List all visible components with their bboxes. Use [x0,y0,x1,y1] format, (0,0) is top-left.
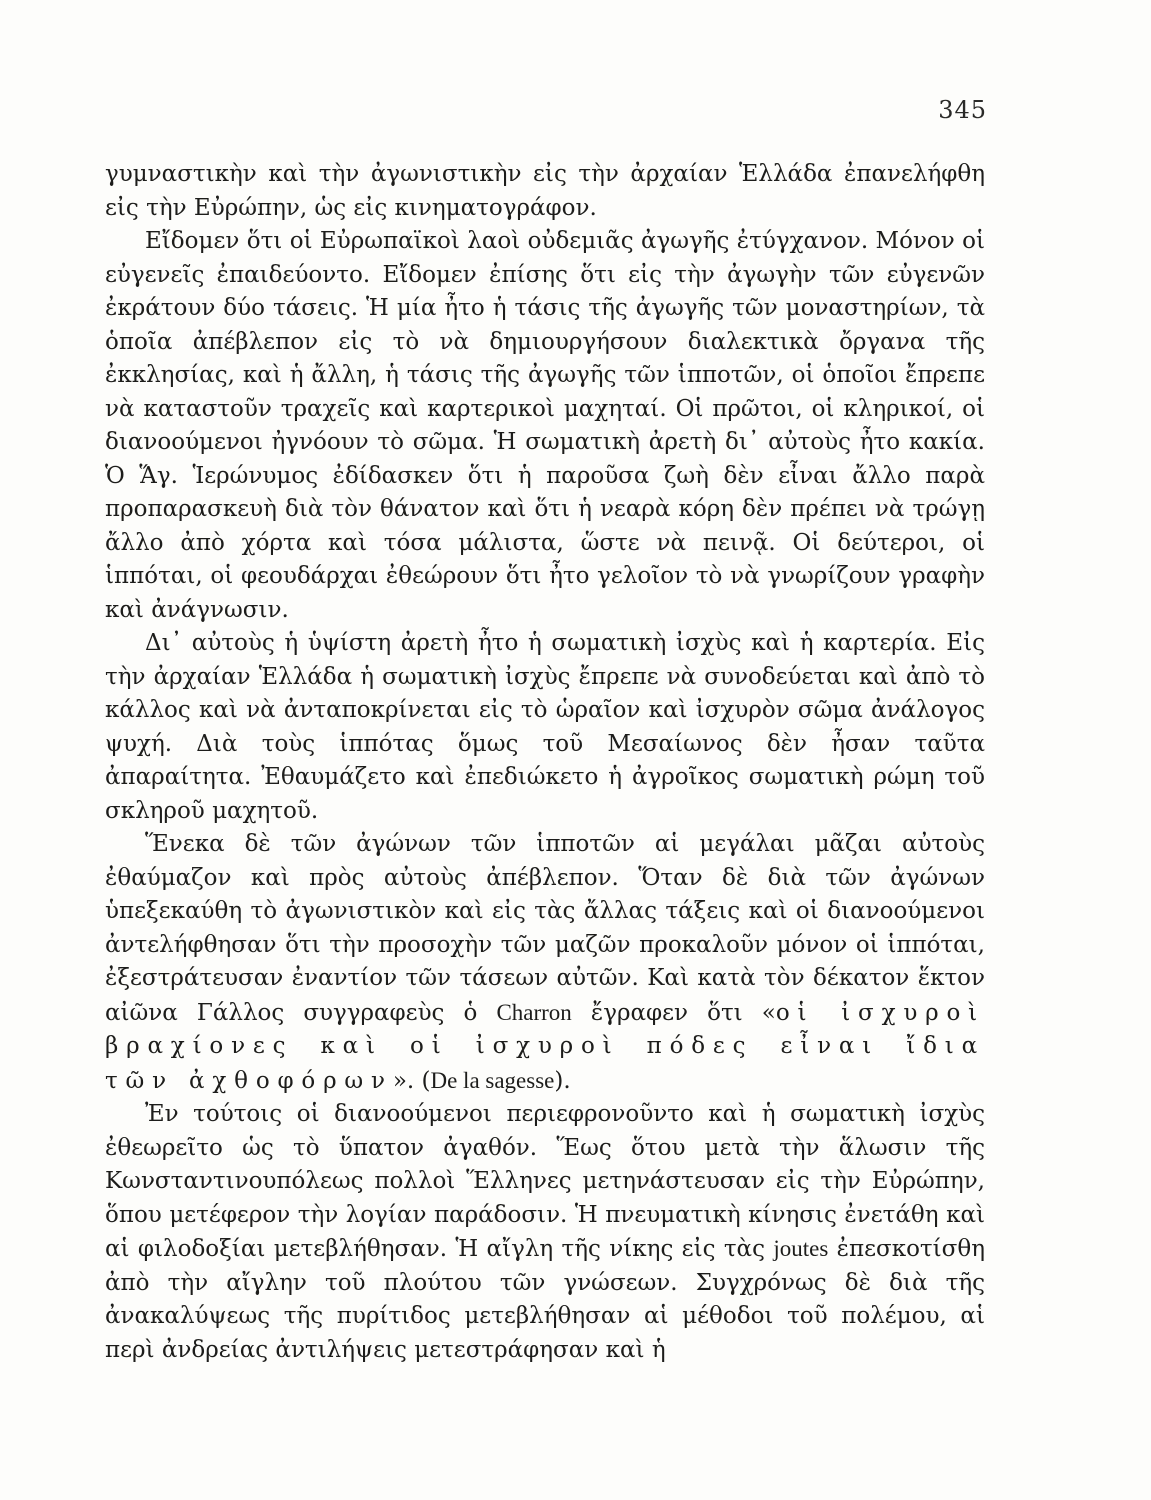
text-run: γυμναστικὴν καὶ τὴν ἀγωνιστικὴν εἰς τὴν ἀρχαίαν Ἑλλάδα ἐπανελήφθη εἰς τὴν Εὐρώπην, ὡς εἰς κινηματογράφον. [105,161,985,221]
latin-term: Charron [496,999,572,1025]
paragraph [105,225,985,627]
page-number: 345 [938,96,987,124]
text-run: ἔγραφεν ὅτι « [571,999,776,1026]
paragraph [105,828,985,1098]
text-run: Ἐν τούτοις οἱ διανοούμενοι περιεφρονοῦντο καὶ ἡ σωματικὴ ἰσχὺς ἐθεωρεῖτο ὡς τὸ ὕπατον ἀγαθόν. Ἕως ὅτου μετὰ τὴν ἅλωσιν τῆς Κωνσταντινουπόλεως πολλοὶ Ἕλληνες μετηνάστευσαν εἰς τὴν Εὐρώπην, ὅπου μετέφερον τὴν λογίαν παράδοσιν. Ἡ πνευματικὴ κίνησις ἐνετάθη καὶ αἱ φιλοδοξίαι μετεβλήθησαν. Ἡ αἴγλη τῆς νίκης εἰς τὰς [105,1101,985,1262]
text-run: Δι᾽ αὐτοὺς ἡ ὑψίστη ἀρετὴ ἦτο ἡ σωματικὴ ἰσχὺς καὶ ἡ καρτερία. Εἰς τὴν ἀρχαίαν Ἑλλάδα ἡ σωματικὴ ἰσχὺς ἔπρεπε νὰ συνοδεύεται καὶ ἀπὸ τὸ κάλλος καὶ νὰ ἀνταποκρίνεται εἰς τὸ ὡραῖον καὶ ἰσχυρὸν σῶμα ἀνάλογος ψυχή. Διὰ τοὺς ἱππότας ὅμως τοῦ Μεσαίωνος δὲν ἦσαν ταῦτα ἀπαραίτητα. Ἐθαυμάζετο καὶ ἐπεδιώκετο ἡ ἀγροῖκος σωματικὴ ρώμη τοῦ σκληροῦ μαχητοῦ. [105,630,985,824]
latin-term: joutes [773,1236,829,1261]
text-run: ). [554,1067,571,1094]
paragraph [105,627,985,828]
latin-term: De la sagesse [430,1067,555,1093]
text-run: ἐπεσκοτίσθη ἀπὸ τὴν αἴγλην τοῦ πλούτου τῶν γνώσεων. Συγχρόνως δὲ διὰ τῆς ἀνακαλύψεως τῆς πυρίτιδος μετεβλήθησαν αἱ μέθοδοι τοῦ πολέμου, αἱ περὶ ἀνδρείας ἀντιλήψεις μετεστράφησαν καὶ ἡ [105,1236,985,1363]
paragraph [105,1098,985,1367]
body-text [105,158,985,1367]
spaced-quotation: οἱ ἰσχυροὶ βραχίονες καὶ οἱ ἰσχυροὶ πόδες εἶναι ἴδια τῶν ἀχθοφόρων [105,999,985,1094]
text-run: Εἴδομεν ὅτι οἱ Εὐρωπαϊκοὶ λαοὶ οὐδεμιᾶς ἀγωγῆς ἐτύγχανον. Μόνον οἱ εὐγενεῖς ἐπαιδεύοντο. Εἴδομεν ἐπίσης ὅτι εἰς τὴν ἀγωγὴν τῶν εὐγενῶν ἐκράτουν δύο τάσεις. Ἡ μία ἦτο ἡ τάσις τῆς ἀγωγῆς τῶν μοναστηρίων, τὰ ὁποῖα ἀπέβλεπον εἰς τὸ νὰ δημιουργήσουν διαλεκτικὰ ὄργανα τῆς ἐκκλησίας, καὶ ἡ ἄλλη, ἡ τάσις τῆς ἀγωγῆς τῶν ἱπποτῶν, οἱ ὁποῖοι ἔπρεπε νὰ καταστοῦν τραχεῖς καὶ καρτερικοὶ μαχηταί. Οἱ πρῶτοι, οἱ κληρικοί, οἱ διανοούμενοι ἠγνόουν τὸ σῶμα. Ἡ σωματικὴ ἀρετὴ δι᾽ αὐτοὺς ἦτο κακία. Ὁ Ἅγ. Ἱερώνυμος ἐδίδασκεν ὅτι ἡ παροῦσα ζωὴ δὲν εἶναι ἄλλο παρὰ προπαρασκευὴ διὰ τὸν θάνατον καὶ ὅτι ἡ νεαρὰ κόρη δὲν πρέπει νὰ τρώγῃ ἄλλο ἀπὸ χόρτα καὶ τόσα μάλιστα, ὥστε νὰ πεινᾷ. Οἱ δεύτεροι, οἱ ἱππόται, οἱ φεουδάρχαι ἐθεώρουν ὅτι ἦτο γελοῖον τὸ νὰ γνωρίζουν γραφὴν καὶ ἀνάγνωσιν. [105,228,985,623]
paragraph [105,158,985,225]
text-run: ». ( [392,1067,431,1094]
text-run: Ἕνεκα δὲ τῶν ἀγώνων τῶν ἱπποτῶν αἱ μεγάλαι μᾶζαι αὐτοὺς ἐθαύμαζον καὶ πρὸς αὐτοὺς ἀπέβλεπον. Ὅταν δὲ διὰ τῶν ἀγώνων ὑπεξεκαύθη τὸ ἀγωνιστικὸν καὶ εἰς τὰς ἄλλας τάξεις καὶ οἱ διανοούμενοι ἀντελήφθησαν ὅτι τὴν προσοχὴν τῶν μαζῶν προκαλοῦν μόνον οἱ ἱππόται, ἐξεστράτευσαν ἐναντίον τῶν τάσεων αὐτῶν. Καὶ κατὰ τὸν δέκατον ἕκτον αἰῶνα Γάλλος συγγραφεὺς ὁ [105,831,985,1026]
